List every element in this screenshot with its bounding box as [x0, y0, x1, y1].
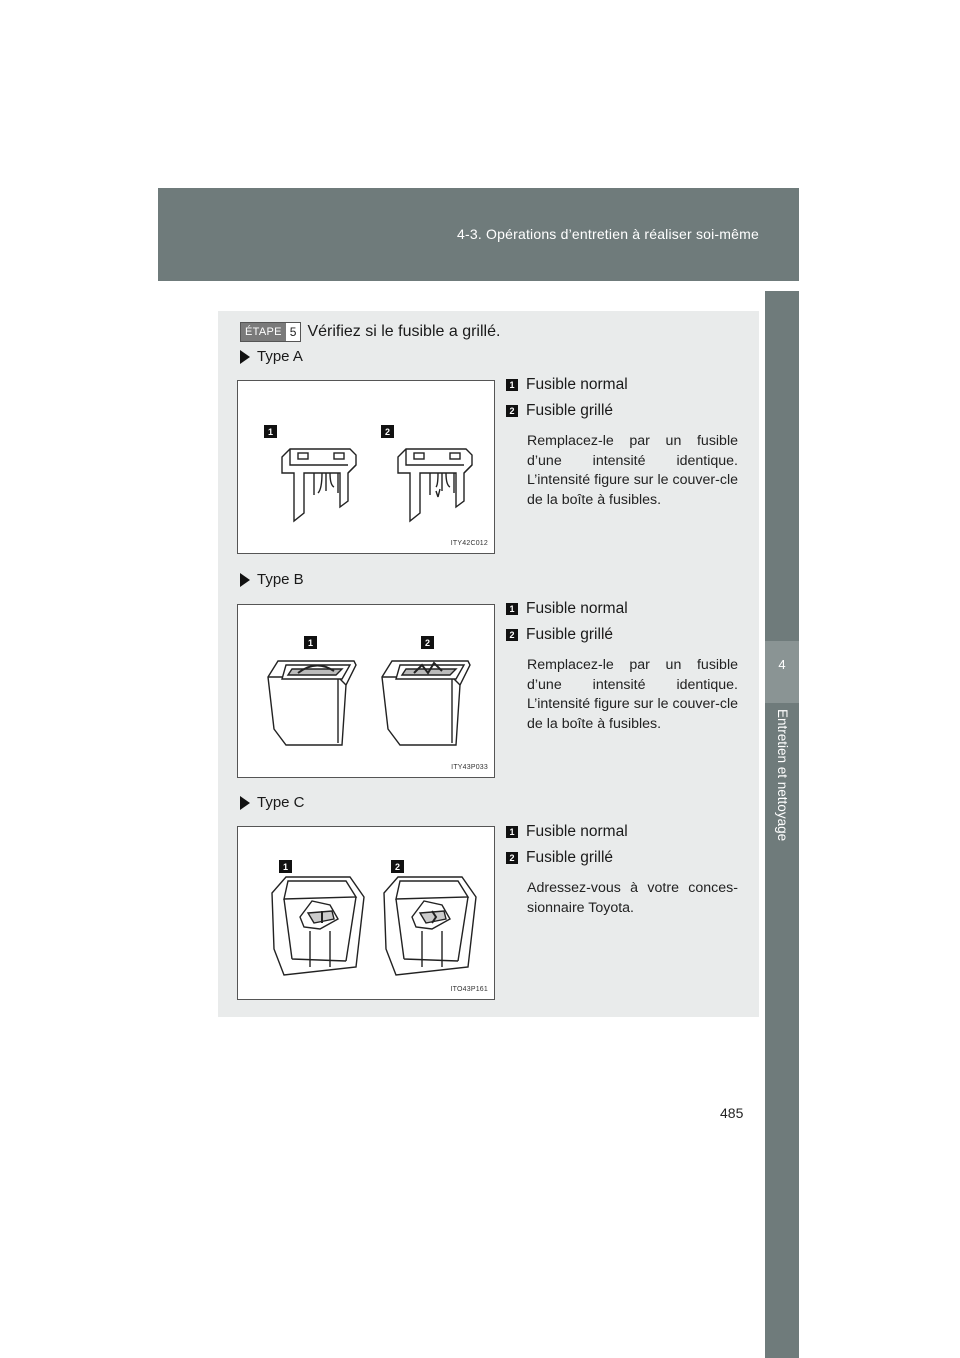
marker-2-icon: 2: [381, 425, 394, 438]
legend-note: Adressez-vous à votre conces-sionnaire Toyota.: [527, 880, 738, 916]
type-c-legend: [506, 819, 738, 918]
step-badge-label: ÉTAPE: [241, 323, 286, 341]
type-b-label: Type B: [257, 571, 304, 588]
triangle-bullet-icon: [240, 350, 250, 364]
triangle-bullet-icon: [240, 573, 250, 587]
chapter-number-box: [765, 641, 799, 703]
marker-1-icon: 1: [304, 636, 317, 649]
chapter-number: 4: [778, 657, 786, 672]
step-text: Vérifiez si le fusible a grillé.: [307, 323, 501, 340]
fuse-type-c-figure: [237, 826, 495, 1000]
legend-note: Remplacez-le par un fusible d’une intensité identique. L’intensité figure sur le couver-cle de la boîte à fusibles.: [527, 657, 738, 732]
marker-1-icon: 1: [506, 603, 518, 615]
content-panel: [218, 311, 759, 1017]
legend-item: [506, 819, 738, 845]
legend-note: Remplacez-le par un fusible d’une intensité identique. L’intensité figure sur le couver-cle de la boîte à fusibles.: [527, 433, 738, 508]
marker-1-icon: 1: [506, 826, 518, 838]
figure-code: ITO43P161: [450, 986, 488, 993]
legend-text: Fusible grillé: [526, 402, 614, 419]
legend-item: [506, 845, 738, 871]
triangle-bullet-icon: [240, 796, 250, 810]
section-header: [158, 188, 799, 281]
legend-item: [506, 596, 738, 622]
marker-2-icon: 2: [506, 405, 518, 417]
marker-2-icon: 2: [421, 636, 434, 649]
marker-2-icon: 2: [506, 852, 518, 864]
legend-text: Fusible normal: [526, 376, 628, 393]
type-c-label: Type C: [257, 794, 305, 811]
type-c-heading: [240, 794, 305, 811]
legend-item: [506, 622, 738, 648]
type-b-heading: [240, 571, 304, 588]
box-fuse-illustration: [238, 827, 494, 999]
legend-text: Fusible normal: [526, 823, 628, 840]
figure-code: ITY42C012: [450, 540, 488, 547]
type-a-label: Type A: [257, 348, 303, 365]
legend-item: [506, 398, 738, 424]
step-instruction: [240, 321, 500, 343]
legend-text: Fusible grillé: [526, 849, 614, 866]
legend-text: Fusible normal: [526, 600, 628, 617]
legend-item: [506, 372, 738, 398]
fuse-type-a-figure: [237, 380, 495, 554]
page-number: 485: [720, 1105, 744, 1121]
marker-1-icon: 1: [264, 425, 277, 438]
section-title: 4-3. Opérations d’entretien à réaliser soi-même: [457, 226, 759, 242]
type-a-legend: [506, 372, 738, 510]
marker-1-icon: 1: [506, 379, 518, 391]
blade-fuse-illustration: [238, 381, 494, 553]
marker-2-icon: 2: [506, 629, 518, 641]
fuse-type-b-figure: [237, 604, 495, 778]
step-badge-number: 5: [289, 325, 297, 339]
marker-1-icon: 1: [279, 860, 292, 873]
marker-2-icon: 2: [391, 860, 404, 873]
type-b-legend: [506, 596, 738, 734]
type-a-heading: [240, 348, 303, 365]
chapter-tab: [765, 291, 799, 1358]
figure-code: ITY43P033: [451, 764, 488, 771]
cartridge-fuse-illustration: [238, 605, 494, 777]
step-badge: [240, 322, 301, 342]
legend-text: Fusible grillé: [526, 626, 614, 643]
chapter-label: Entretien et nettoyage: [775, 709, 790, 842]
chapter-label-wrap: [775, 709, 791, 1009]
